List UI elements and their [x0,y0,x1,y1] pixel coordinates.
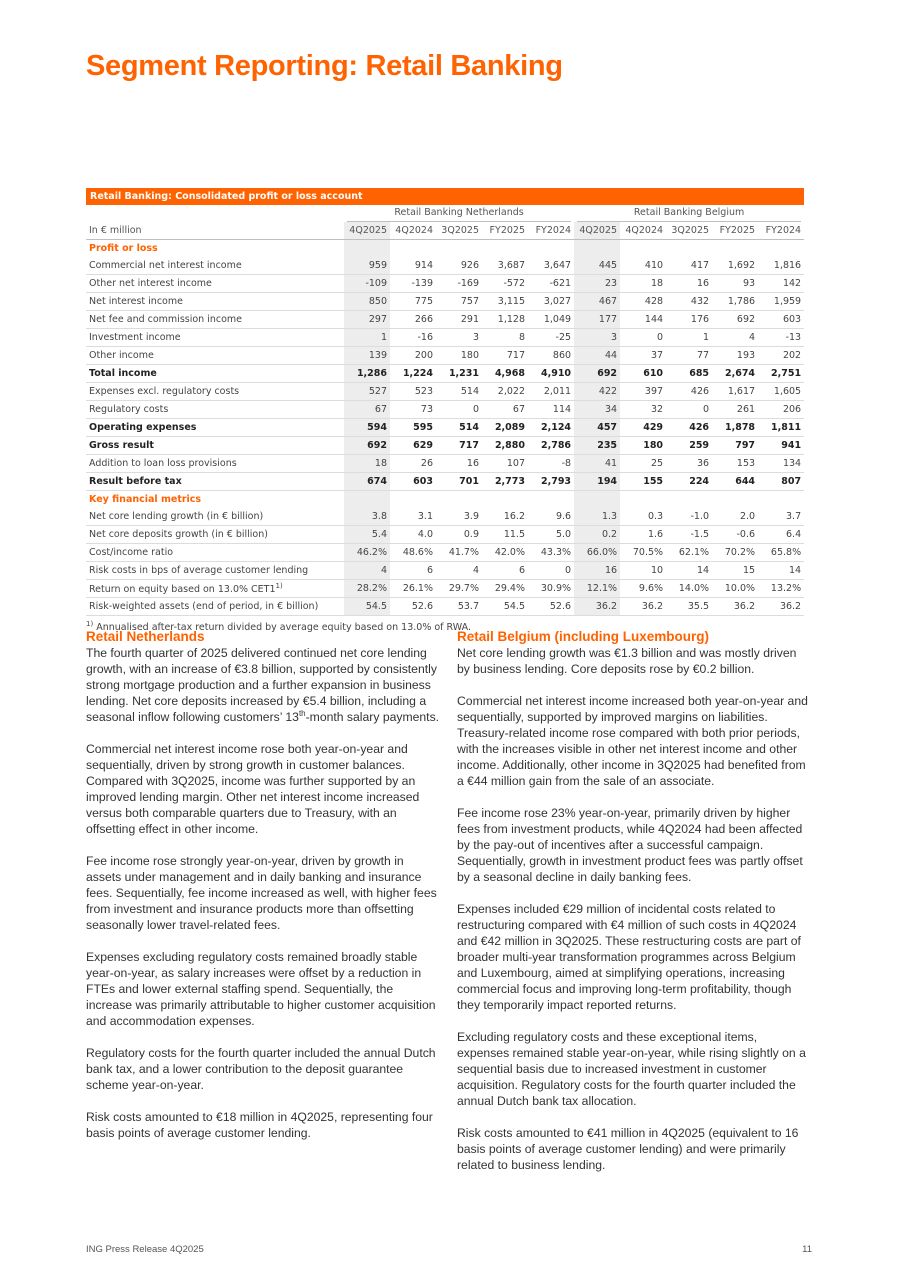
row-label [86,311,344,329]
table-cell: 176 [666,311,712,329]
table-cell: 3,115 [482,293,528,311]
table-cell: 1,605 [758,383,804,401]
table-cell: 16.2 [482,508,528,526]
table-cell: 46.2% [344,544,390,562]
table-cell: 15 [712,562,758,580]
table-cell: 717 [482,347,528,365]
table-cell: 28.2% [344,580,390,598]
nl-paragraph-4: Expenses excluding regulatory costs remained broadly stable year-on-year, as salary increases were offset by a reduction in FTEs and lower external staffing spend. Sequentially, the increase was primarily attributable to higher customer acquisition and accommodation expenses. [86,950,436,1028]
section-label: Profit or loss [89,243,158,254]
table-cell: 0.3 [620,508,666,526]
table-row [86,365,804,383]
table-cell: -139 [390,275,436,293]
table-cell: 10.0% [712,580,758,598]
table-cell: 1 [666,329,712,347]
table-cell: -621 [528,275,574,293]
row-label [86,526,344,544]
table-cell: 52.6 [528,598,574,616]
nl-p1-text-a: The fourth quarter of 2025 delivered continued net core lending growth, with an increase of €3.8 billion, supported by consistently strong mortgage production and a further expansion in business lending. Net core deposits increased by €5.4 billion, including a seasonal inflow following customers’ 13 [86,646,437,724]
table-cell: 959 [344,257,390,275]
table-cell: 67 [482,401,528,419]
table-cell: 629 [390,437,436,455]
table-row [86,347,804,365]
table-cell: -25 [528,329,574,347]
table-cell: 0 [620,329,666,347]
table-cell: -1.5 [666,526,712,544]
retail-netherlands-heading: Retail Netherlands [86,629,205,644]
table-cell: 4 [712,329,758,347]
page-number: 11 [802,1244,812,1255]
table-cell: 16 [666,275,712,293]
table-cell: 142 [758,275,804,293]
table-cell: 53.7 [436,598,482,616]
table-cell: 692 [574,365,620,383]
row-label [86,365,344,383]
row-label-text: Result before tax [89,476,182,487]
row-label [86,257,344,275]
be-paragraph-4: Expenses included €29 million of incidental costs related to restructuring compared with €4 million of such costs in 4Q2024 and €42 million in 3Q2025. These restructuring costs are part of broader multi-year transformation programmes across Belgium and Luxembourg, aimed at simplifying operations, increasing commercial focus and improving long-term profitability, though they temporarily impact reported returns. [457,902,801,1012]
table-cell: 65.8% [758,544,804,562]
nl-paragraph-6: Risk costs amounted to €18 million in 4Q2025, representing four basis points of average customer lending. [86,1110,433,1140]
table-cell: 43.3% [528,544,574,562]
footnote-ref: 1) [275,581,283,590]
table-cell: 62.1% [666,544,712,562]
table-cell: 3.8 [344,508,390,526]
table-cell: 73 [390,401,436,419]
table-cell: 2,022 [482,383,528,401]
retail-belgium-column [457,629,812,1189]
section-row [86,491,804,509]
table-cell: 32 [620,401,666,419]
be-paragraph-6: Risk costs amounted to €41 million in 4Q2025 (equivalent to 16 basis points of average customer lending) and were primarily related to business lending. [457,1126,799,1172]
table-cell: 1 [344,329,390,347]
table-cell: 457 [574,419,620,437]
row-label [86,275,344,293]
table-cell: 14 [758,562,804,580]
row-label-text: Other income [89,350,154,361]
table-cell: 775 [390,293,436,311]
column-header-row [86,222,804,240]
be-paragraph-5: Excluding regulatory costs and these exceptional items, expenses remained stable year-on-year, while rising slightly on a sequential basis due to increased investment in customer acquisition. Regulatory costs for the fourth quarter included the annual Dutch bank tax allocation. [457,1030,806,1108]
table-cell: 2,011 [528,383,574,401]
table-cell: 644 [712,473,758,491]
table-cell: -13 [758,329,804,347]
table-cell: 134 [758,455,804,473]
table-cell: 13.2% [758,580,804,598]
table-cell: 77 [666,347,712,365]
table-cell: 527 [344,383,390,401]
table-cell: 1,049 [528,311,574,329]
nl-paragraph-1 [86,645,441,725]
nl-paragraph-3: Fee income rose strongly year-on-year, driven by growth in assets under management and in daily banking and insurance fees. Sequentially, fee income increased as well, with higher fees from investment and insurance products more than offsetting seasonally lower travel-related fees. [86,854,437,932]
table-cell: -1.0 [666,508,712,526]
table-cell: 48.6% [390,544,436,562]
table-cell: 603 [758,311,804,329]
table-cell: 200 [390,347,436,365]
row-label [86,293,344,311]
table-cell: 1,224 [390,365,436,383]
table-cell: 42.0% [482,544,528,562]
table-cell: 224 [666,473,712,491]
table-row [86,419,804,437]
table-cell: 155 [620,473,666,491]
table-cell: 36.2 [712,598,758,616]
row-label [86,598,344,616]
table-row [86,275,804,293]
table-cell: 4,910 [528,365,574,383]
table-cell: 14.0% [666,580,712,598]
page-title: Segment Reporting: Retail Banking [86,50,563,82]
table-cell: 1,786 [712,293,758,311]
table-cell: 153 [712,455,758,473]
row-label-text: Investment income [89,332,181,343]
table-cell: 193 [712,347,758,365]
table-cell: 6.4 [758,526,804,544]
table-cell: 9.6 [528,508,574,526]
group-header-row [86,205,804,222]
table-cell: 34 [574,401,620,419]
table-cell: 25 [620,455,666,473]
table-cell: 36.2 [574,598,620,616]
table-cell: 429 [620,419,666,437]
nl-p1-text-b: -month salary payments. [305,710,440,724]
table-cell: 2,880 [482,437,528,455]
table-cell: 66.0% [574,544,620,562]
table-row [86,598,804,616]
row-label-text: Net core deposits growth (in € billion) [89,529,268,540]
row-label [86,455,344,473]
table-cell: 426 [666,383,712,401]
table-cell: 603 [390,473,436,491]
table-cell: 1,816 [758,257,804,275]
table-cell: 6 [482,562,528,580]
row-label [86,580,344,598]
table-cell: 29.7% [436,580,482,598]
table-cell: 674 [344,473,390,491]
table-cell: 12.1% [574,580,620,598]
table-cell: -572 [482,275,528,293]
table-cell: 206 [758,401,804,419]
footer-publication: ING Press Release 4Q2025 [86,1244,204,1255]
column-header: 4Q2024 [620,222,666,240]
table-cell: 26.1% [390,580,436,598]
table-row [86,437,804,455]
table-cell: 30.9% [528,580,574,598]
table-cell: 0 [436,401,482,419]
table-cell: 2.0 [712,508,758,526]
table-cell: 93 [712,275,758,293]
table-cell: 4,968 [482,365,528,383]
table-cell: 18 [620,275,666,293]
table-cell: 3 [436,329,482,347]
table-cell: 610 [620,365,666,383]
table-cell: 5.0 [528,526,574,544]
column-header: FY2025 [482,222,528,240]
row-label [86,329,344,347]
row-label-text: Operating expenses [89,422,197,433]
table-cell: 426 [666,419,712,437]
table-cell: 70.2% [712,544,758,562]
table-body [86,240,804,616]
table-cell: -169 [436,275,482,293]
be-paragraph-3: Fee income rose 23% year-on-year, primarily driven by higher fees from investment products, while 4Q2024 had been affected by the pay-out of incentives after a successful campaign. Sequentially, growth in investment product fees was partly offset by a seasonal decline in daily banking fees. [457,806,803,884]
table-header: Retail Banking: Consolidated profit or loss account [86,188,804,205]
table-cell: 1.3 [574,508,620,526]
table-cell: 1,286 [344,365,390,383]
row-label-text: Net core lending growth (in € billion) [89,511,264,522]
row-label-text: Expenses excl. regulatory costs [89,386,240,397]
table-cell: 595 [390,419,436,437]
group-netherlands: Retail Banking Netherlands [347,205,571,222]
row-label-text: Gross result [89,440,154,451]
table-cell: 410 [620,257,666,275]
unit-label: In € million [86,222,344,240]
table-cell: 8 [482,329,528,347]
table-cell: 3,647 [528,257,574,275]
be-paragraph-2: Commercial net interest income increased both year-on-year and sequentially, supported by improved margins on liabilities. Treasury-related income rose compared with both prior periods, with the increases visible in other net interest income and other income. Additionally, other income in 3Q2025 had benefited from a €44 million gain from the sale of an associate. [457,694,808,788]
table-cell: 1,811 [758,419,804,437]
table-cell: 6 [390,562,436,580]
table-cell: 1,878 [712,419,758,437]
section-label: Key financial metrics [89,494,202,505]
table-cell: 202 [758,347,804,365]
table-cell: 860 [528,347,574,365]
table-cell: 417 [666,257,712,275]
row-label [86,544,344,562]
table-row [86,544,804,562]
table-cell: 29.4% [482,580,528,598]
row-label [86,508,344,526]
table-cell: 1,231 [436,365,482,383]
table-cell: 4 [344,562,390,580]
table-cell: 523 [390,383,436,401]
table-cell: -0.6 [712,526,758,544]
table-cell: 107 [482,455,528,473]
table-cell: 2,786 [528,437,574,455]
table-cell: 3 [574,329,620,347]
column-header: FY2024 [758,222,804,240]
table-cell: 16 [436,455,482,473]
row-label [86,562,344,580]
table-cell: 3.1 [390,508,436,526]
table-cell: 261 [712,401,758,419]
table-cell: 26 [390,455,436,473]
column-header: 4Q2024 [390,222,436,240]
row-label [86,383,344,401]
table-cell: 432 [666,293,712,311]
table-cell: 36 [666,455,712,473]
table-cell: 717 [436,437,482,455]
table-cell: 67 [344,401,390,419]
table-row [86,526,804,544]
row-label-text: Risk costs in bps of average customer lending [89,565,309,576]
table-cell: 3.9 [436,508,482,526]
table-cell: 0.2 [574,526,620,544]
table-cell: 36.2 [758,598,804,616]
table-cell: 797 [712,437,758,455]
footnote-text: Annualised after-tax return divided by average equity based on 13.0% of RWA. [96,622,471,634]
table-cell: 194 [574,473,620,491]
column-header: FY2025 [712,222,758,240]
column-header: 3Q2025 [666,222,712,240]
table-cell: 850 [344,293,390,311]
nl-paragraph-5: Regulatory costs for the fourth quarter included the annual Dutch bank tax, and a lower contribution to the deposit guarantee scheme year-on-year. [86,1046,436,1092]
table-row [86,311,804,329]
nl-p1-sup: th [298,708,306,718]
table-cell: 54.5 [482,598,528,616]
table-row [86,562,804,580]
table-cell: 3,027 [528,293,574,311]
table-cell: 41.7% [436,544,482,562]
row-label [86,347,344,365]
table-cell: 514 [436,383,482,401]
table-cell: 36.2 [620,598,666,616]
table-cell: 757 [436,293,482,311]
table-cell: 297 [344,311,390,329]
table-cell: 926 [436,257,482,275]
row-label-text: Total income [89,368,157,379]
table-cell: 692 [344,437,390,455]
table-cell: 397 [620,383,666,401]
table-cell: 445 [574,257,620,275]
table-cell: 428 [620,293,666,311]
profit-loss-table [86,205,804,616]
be-paragraph-1: Net core lending growth was €1.3 billion and was mostly driven by business lending. Core deposits rose by €0.2 billion. [457,646,797,676]
table-cell: 941 [758,437,804,455]
table-cell: 14 [666,562,712,580]
table-cell: -16 [390,329,436,347]
table-cell: 2,124 [528,419,574,437]
row-label-text: Cost/income ratio [89,547,174,558]
row-label-text: Commercial net interest income [89,260,242,271]
table-cell: 467 [574,293,620,311]
table-cell: 685 [666,365,712,383]
table-cell: 9.6% [620,580,666,598]
table-cell: 35.5 [666,598,712,616]
table-cell: 18 [344,455,390,473]
table-cell: 114 [528,401,574,419]
table-cell: 3,687 [482,257,528,275]
table-row [86,508,804,526]
table-cell: 4.0 [390,526,436,544]
table-cell: 5.4 [344,526,390,544]
table-cell: 180 [436,347,482,365]
row-label-text: Addition to loan loss provisions [89,458,237,469]
section-row [86,240,804,258]
table-cell: -109 [344,275,390,293]
profit-loss-table-container [86,188,804,633]
nl-paragraph-2: Commercial net interest income rose both year-on-year and sequentially, driven by strong growth in customer balances. Compared with 3Q2025, income was further supported by an improved lending margin. Other net interest income increased versus both comparable quarters due to Treasury, with an offsetting effect in other income. [86,742,420,836]
table-cell: 235 [574,437,620,455]
table-cell: 4 [436,562,482,580]
row-label [86,401,344,419]
row-label-text: Net fee and commission income [89,314,243,325]
row-label [86,437,344,455]
table-cell: 70.5% [620,544,666,562]
table-cell: 701 [436,473,482,491]
table-row [86,401,804,419]
table-row [86,473,804,491]
table-cell: 2,793 [528,473,574,491]
table-cell: 422 [574,383,620,401]
table-cell: 41 [574,455,620,473]
table-cell: 2,674 [712,365,758,383]
row-label-text: Risk-weighted assets (end of period, in € billion) [89,601,319,612]
table-row [86,293,804,311]
table-cell: 594 [344,419,390,437]
table-cell: 177 [574,311,620,329]
table-cell: 54.5 [344,598,390,616]
column-header: 4Q2025 [344,222,390,240]
table-cell: 11.5 [482,526,528,544]
table-cell: 10 [620,562,666,580]
table-cell: 2,089 [482,419,528,437]
table-cell: 139 [344,347,390,365]
footnote-marker: 1) [86,620,94,628]
group-belgium: Retail Banking Belgium [577,205,801,222]
column-header: 3Q2025 [436,222,482,240]
table-cell: 807 [758,473,804,491]
table-cell: 0.9 [436,526,482,544]
table-cell: 23 [574,275,620,293]
table-cell: 266 [390,311,436,329]
retail-netherlands-column [86,629,441,1157]
row-label-text: Regulatory costs [89,404,169,415]
table-cell: 514 [436,419,482,437]
retail-belgium-heading: Retail Belgium (including Luxembourg) [457,629,710,644]
row-label [86,419,344,437]
table-row [86,383,804,401]
row-label-text: Other net interest income [89,278,212,289]
table-cell: -8 [528,455,574,473]
row-label-text: Net interest income [89,296,183,307]
table-cell: 2,751 [758,365,804,383]
table-row [86,455,804,473]
table-cell: 1.6 [620,526,666,544]
column-header: FY2024 [528,222,574,240]
table-cell: 914 [390,257,436,275]
table-row [86,257,804,275]
table-cell: 0 [528,562,574,580]
table-cell: 259 [666,437,712,455]
table-cell: 1,959 [758,293,804,311]
table-cell: 1,692 [712,257,758,275]
table-cell: 180 [620,437,666,455]
table-row [86,329,804,347]
column-header: 4Q2025 [574,222,620,240]
table-cell: 37 [620,347,666,365]
table-cell: 1,617 [712,383,758,401]
table-cell: 52.6 [390,598,436,616]
table-cell: 144 [620,311,666,329]
table-cell: 16 [574,562,620,580]
table-cell: 291 [436,311,482,329]
table-cell: 44 [574,347,620,365]
table-cell: 692 [712,311,758,329]
row-label-text: Return on equity based on 13.0% CET1 [89,584,276,596]
table-cell: 1,128 [482,311,528,329]
table-cell: 2,773 [482,473,528,491]
table-cell: 3.7 [758,508,804,526]
row-label [86,473,344,491]
table-cell: 0 [666,401,712,419]
table-row [86,580,804,598]
